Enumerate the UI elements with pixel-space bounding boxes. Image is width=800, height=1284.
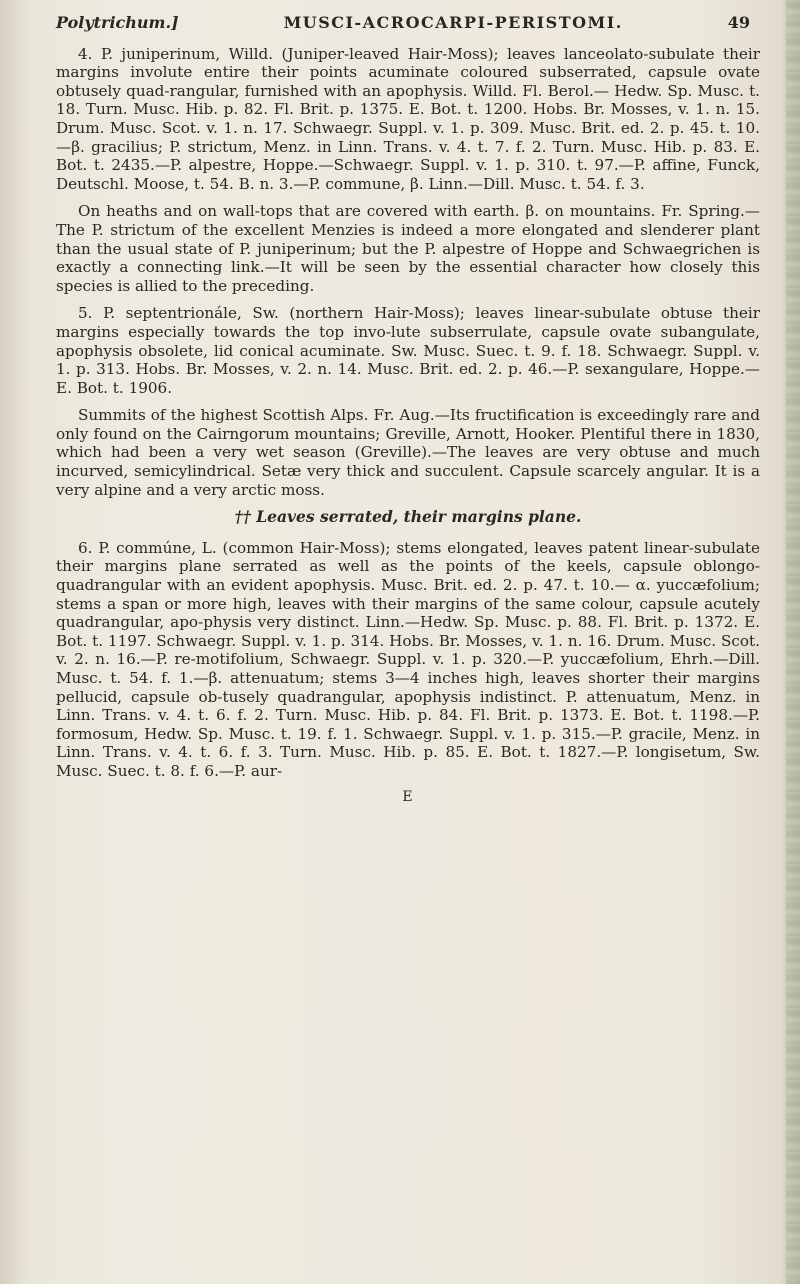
page-number: 49 <box>727 13 750 32</box>
header-section: MUSCI-ACROCARPI-PERISTOMI. <box>283 13 623 32</box>
header-genus: Polytrichum.] <box>56 13 179 32</box>
signature-mark: E <box>402 788 414 805</box>
species-entry-juniperinum: 4. P. juniperinum, Willd. (Juniper-leaved Hair-Moss); leaves lanceolato-subulate their margins involute entire their points acuminate coloured subserrated, capsule ovate obtusely quad-rangular, furnished with an apophysis. Willd. Fl. Berol.— Hedw. Sp. Musc. t. 18. Turn. Musc. Hib. p. 82. Fl. Brit. p. 1375. E. Bot. t. 1200. Hobs. Br. Mosses, v. 1. n. 15. Drum. Musc. Scot. v. 1. n. 17. Schwaegr. Suppl. v. 1. p. 309. Musc. Brit. ed. 2. p. 45. t. 10.—β. gracilius; P. strictum, Menz. in Linn. Trans. v. 4. t. 7. f. 2. Turn. Musc. Hib. p. 83. E. Bot. t. 2435.—P. alpestre, Hoppe.—Schwaegr. Suppl. v. 1. p. 310. t. 97.—P. affine, Funck, Deutschl. Moose, t. 54. B. n. 3.—P. commune, β. Linn.—Dill. Musc. t. 54. f. 3. <box>56 44 760 193</box>
species-entry-septentrionale: 5. P. septentrionále, Sw. (northern Hair-Moss); leaves linear-subulate obtuse their margins especially towards the top invo-lute subserrulate, capsule ovate subangulate, apophysis obsolete, lid conical acuminate. Sw. Musc. Suec. t. 9. f. 18. Schwaegr. Suppl. v. 1. p. 313. Hobs. Br. Mosses, v. 2. n. 14. Musc. Brit. ed. 2. p. 46.—P. sexangulare, Hoppe.—E. Bot. t. 1906. <box>56 304 760 397</box>
habitat-note-juniperinum: On heaths and on wall-tops that are covered with earth. β. on mountains. Fr. Spring.—The P. strictum of the excellent Menzies is indeed a more elongated and slenderer plant than the usual state of P. juniperinum; but the P. alpestre of Hoppe and Schwaegrichen is exactly a connecting link.—It will be seen by the essential character how closely this species is allied to the preceding. <box>56 202 760 295</box>
section-heading: †† Leaves serrated, their margins plane. <box>234 507 582 527</box>
species-entry-commune: 6. P. commúne, L. (common Hair-Moss); stems elongated, leaves patent linear-subulate their margins plane serrated as well as the points of the keels, capsule oblongo-quadrangular with an evident apophysis. Musc. Brit. ed. 2. p. 47. t. 10.— α. yuccæfolium; stems a span or more high, leaves with their margins of the same colour, capsule acutely quadrangular, apo-physis very distinct. Linn.—Hedw. Sp. Musc. p. 88. Fl. Brit. p. 1372. E. Bot. t. 1197. Schwaegr. Suppl. v. 1. p. 314. Hobs. Br. Mosses, v. 1. n. 16. Drum. Musc. Scot. v. 2. n. 16.—P. re-motifolium, Schwaegr. Suppl. v. 1. p. 320.—P. yuccæfolium, Ehrh.—Dill. Musc. t. 54. f. 1.—β. attenuatum; stems 3—4 inches high, leaves shorter their margins pellucid, capsule ob-tusely quadrangular, apophysis indistinct. P. attenuatum, Menz. in Linn. Trans. v. 4. t. 6. f. 2. Turn. Musc. Hib. p. 84. Fl. Brit. p. 1373. E. Bot. t. 1198.—P. formosum, Hedw. Sp. Musc. t. 19. f. 1. Schwaegr. Suppl. v. 1. p. 315.—P. gracile, Menz. in Linn. Trans. v. 4. t. 6. f. 3. Turn. Musc. Hib. p. 85. E. Bot. t. 1827.—P. longisetum, Sw. Musc. Suec. t. 8. f. 6.—P. aur- <box>56 538 760 780</box>
habitat-note-septentrionale: Summits of the highest Scottish Alps. Fr. Aug.—Its fructification is exceedingly rare and only found on the Cairngorum mountains; Greville, Arnott, Hooker. Plentiful there in 1830, which had been a very wet season (Greville).—The leaves are very obtuse and much incurved, semicylindrical. Setæ very thick and succulent. Capsule scarcely angular. It is a very alpine and a very arctic moss. <box>56 406 760 499</box>
document-body <box>56 14 760 806</box>
page-edge <box>786 0 800 1284</box>
running-header <box>56 14 760 33</box>
